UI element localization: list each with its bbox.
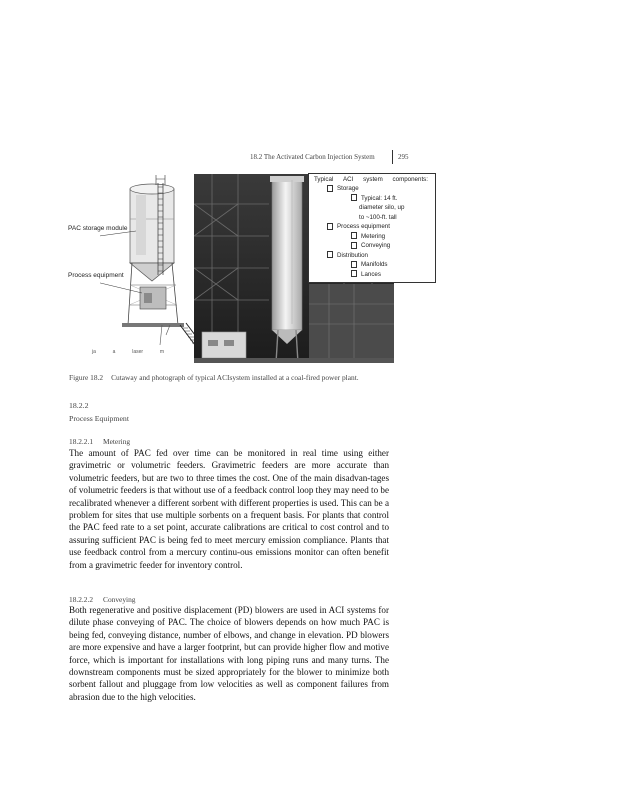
- section-title: Process Equipment: [69, 414, 129, 423]
- aci-components-callout: [308, 173, 436, 283]
- callout-item-storage: Storage: [327, 184, 359, 194]
- subsection-number: 18.2.2.1: [69, 437, 94, 446]
- bullet-box-icon: [327, 223, 333, 230]
- callout-item-metering: Metering: [351, 232, 385, 242]
- bullet-box-icon: [327, 251, 333, 258]
- figure-caption-text: Cutaway and photograph of typical ACIsystem installed at a coal-fired power plant.: [111, 373, 359, 382]
- callout-item-conveying: Conveying: [351, 241, 390, 251]
- bullet-box-icon: [327, 185, 333, 192]
- bullet-box-icon: [351, 242, 357, 249]
- running-header: [250, 150, 413, 164]
- bullet-box-icon: [351, 232, 357, 239]
- subsection-title: Conveying: [103, 595, 136, 604]
- callout-item-manifolds: Manifolds: [351, 260, 387, 270]
- figure-18-2: [60, 170, 440, 365]
- conveying-paragraph: Both regenerative and positive displacement (PD) blowers are used in ACI systems for dilute phase conveying of PAC. The choice of blowers depends on how much PAC is being fed, conveying distance, number of elbows, and change in elevation. PD blowers are more expensive and have a larger footprint, but can provide higher flow and motive force, which is important for installations with long piping runs and many turns. The downstream components must be sized appropriately for the blower to minimize both sorbent fallout and pluggage from low velocities as well as component failures from abrasion due to the high velocities.: [69, 605, 389, 702]
- figure-caption-label: Figure 18.2: [69, 373, 104, 382]
- callout-item-lances: Lances: [351, 270, 381, 280]
- subsection-title: Metering: [103, 437, 131, 446]
- scale-bar-labels: [92, 349, 164, 355]
- bullet-box-icon: [351, 270, 357, 277]
- callout-item-distribution: Distribution: [327, 251, 368, 261]
- callout-item-process-equipment: Process equipment: [327, 222, 390, 232]
- subsection-heading-metering: [69, 437, 130, 446]
- figure-caption: [69, 373, 389, 383]
- callout-item-height: to ~100-ft. tall: [359, 213, 397, 221]
- section-number: 18.2.2: [69, 401, 89, 410]
- page-number: 295: [398, 153, 409, 161]
- bullet-box-icon: [351, 261, 357, 268]
- process-equipment-label: Process equipment: [68, 272, 124, 279]
- pac-storage-module-label: PAC storage module: [68, 225, 128, 232]
- running-title: 18.2 The Activated Carbon Injection System: [250, 153, 375, 161]
- scale-label: m: [159, 349, 164, 355]
- subsection-heading-conveying: [69, 595, 135, 604]
- callout-title-word: ACI: [343, 176, 354, 183]
- callout-title-word: Typical: [314, 176, 334, 183]
- scale-label: ja: [92, 349, 96, 355]
- callout-title-word: system: [363, 176, 383, 183]
- subsection-number: 18.2.2.2: [69, 595, 94, 604]
- header-divider: [392, 150, 393, 164]
- metering-paragraph: The amount of PAC fed over time can be monitored in real time using either gravimetric or volumetric feeders. Gravimetric feeders are more accurate than volumetric feeders, but are two to three times the cost. One of the main disadvan-tages of volumetric feeders is that without use of a feedback control loop they may need to be recalibrated whenever a different sorbent with different properties is used. This can be a problem for sites that use multiple sorbents on a frequent basis. For plants that control the PAC feed rate to a set point, accurate calibrations are critical to cost control and to assuring sufficient PAC is being fed to meet mercury emission compliance. Plants that use feedback control from a mercury continu-ous emissions monitor can often benefit from a gravimetric feeder for inventory control.: [69, 448, 389, 570]
- bullet-box-icon: [351, 194, 357, 201]
- callout-title-word: components:: [392, 176, 428, 183]
- callout-item-typical: Typical: 14 ft.: [351, 194, 397, 204]
- callout-item-diameter: diameter silo, up: [359, 204, 405, 211]
- scale-label: laser: [132, 349, 144, 355]
- scale-label: a: [112, 349, 116, 355]
